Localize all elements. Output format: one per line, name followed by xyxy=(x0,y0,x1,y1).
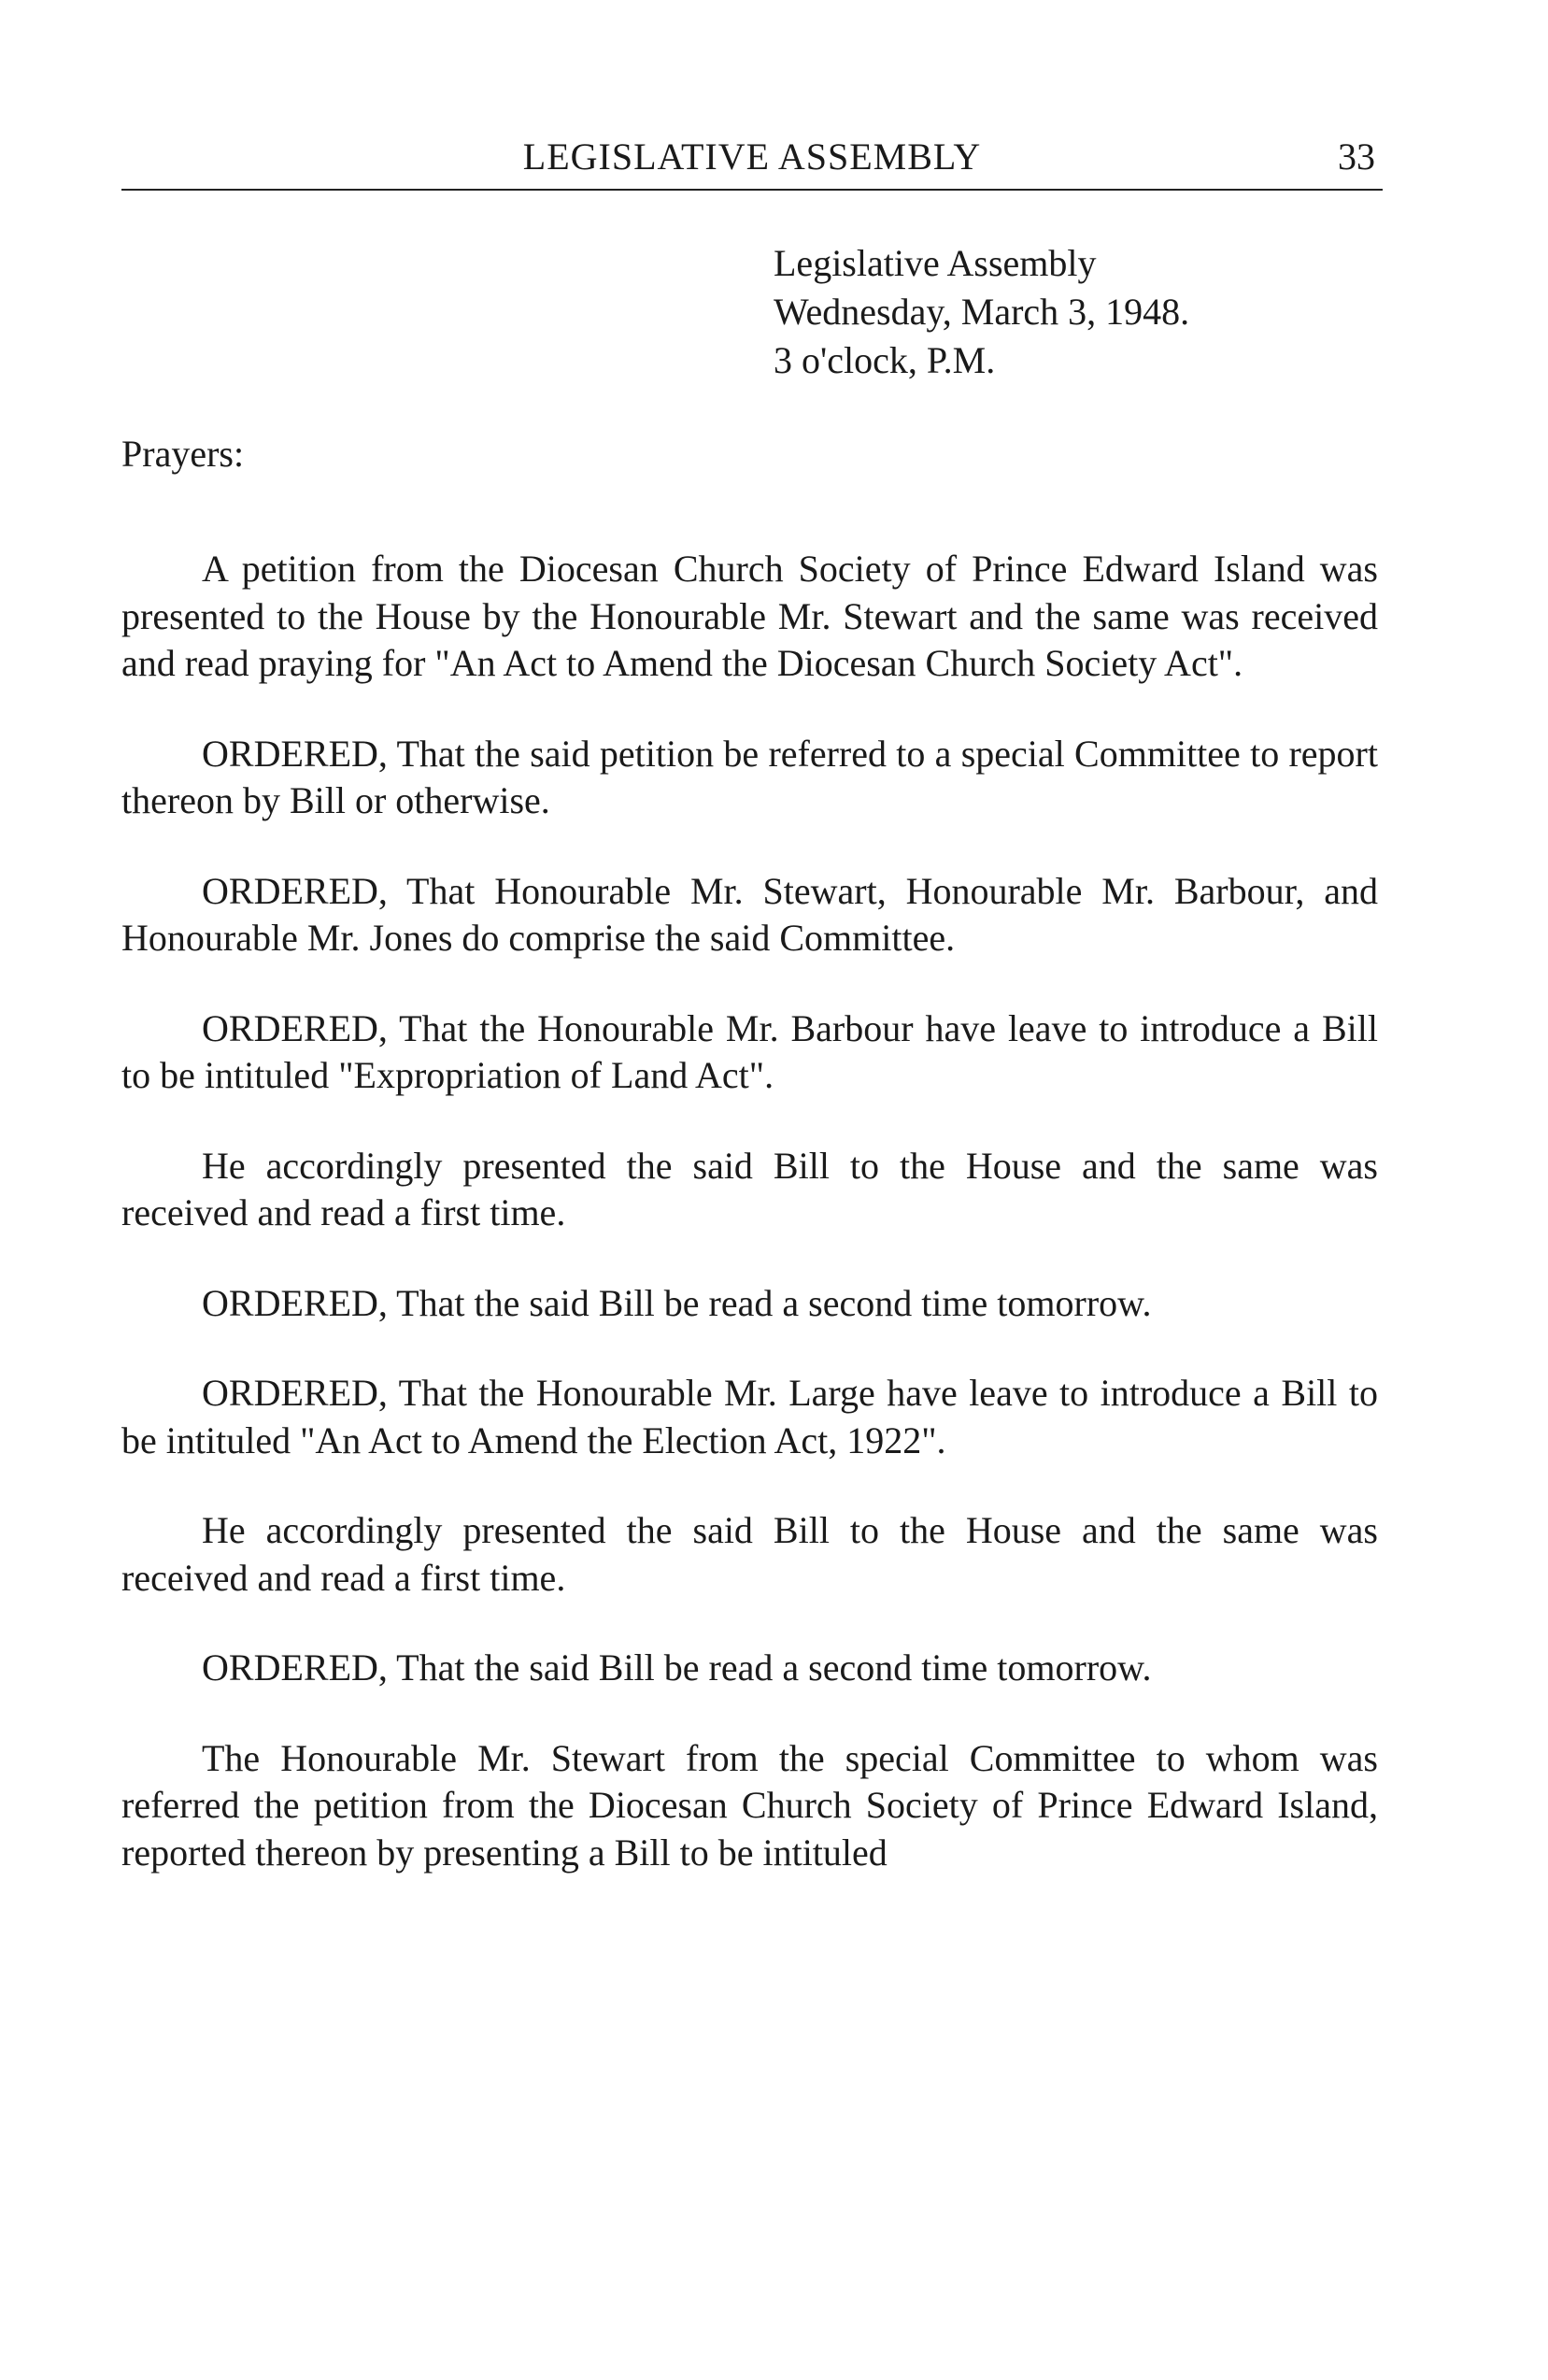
page-number: 33 xyxy=(1338,135,1375,178)
petition-paragraph: A petition from the Diocesan Church Society of Prince Edward Island was presented to the House by the Honourable Mr. Stewart and the same was received and read praying for "An Act to Amend the Diocesan Church Society Act". xyxy=(121,548,1378,684)
order-paragraph: ORDERED, That Honourable Mr. Stewart, Honourable Mr. Barbour, and Honourable Mr. Jones do comprise the said Committee. xyxy=(121,869,1378,959)
order-paragraph: ORDERED, That the Honourable Mr. Barbour have leave to introduce a Bill to be intituled "Expropriation of Land Act". xyxy=(121,1006,1378,1096)
dateline-assembly: Legislative Assembly xyxy=(774,242,1097,284)
order-paragraph: ORDERED, That the said Bill be read a second time tomorrow. xyxy=(202,1281,1152,1324)
dateline-time: 3 o'clock, P.M. xyxy=(774,339,996,381)
proceedings-body xyxy=(121,546,1378,1919)
order-paragraph: ORDERED, That the said petition be referred to a special Committee to report thereon by Bill or otherwise. xyxy=(121,732,1378,821)
order-paragraph: ORDERED, That the said Bill be read a second time tomorrow. xyxy=(202,1646,1152,1689)
committee-report-paragraph: The Honourable Mr. Stewart from the special Committee to whom was referred the petition from the Diocesan Church Society of Prince Edward Island, reported thereon by presenting a Bill to be intituled xyxy=(121,1736,1378,1874)
dateline xyxy=(774,239,1189,385)
header-title: LEGISLATIVE ASSEMBLY xyxy=(522,135,982,178)
running-header xyxy=(121,129,1383,191)
prayers-heading: Prayers: xyxy=(121,433,245,475)
order-paragraph: ORDERED, That the Honourable Mr. Large have leave to introduce a Bill to be intituled "An Act to Amend the Election Act, 1922". xyxy=(121,1372,1378,1461)
dateline-date: Wednesday, March 3, 1948. xyxy=(774,291,1190,333)
proceeding-paragraph: He accordingly presented the said Bill to the House and the same was received and read a first time. xyxy=(121,1144,1378,1233)
proceeding-paragraph: He accordingly presented the said Bill to the House and the same was received and read a first time. xyxy=(121,1509,1378,1599)
